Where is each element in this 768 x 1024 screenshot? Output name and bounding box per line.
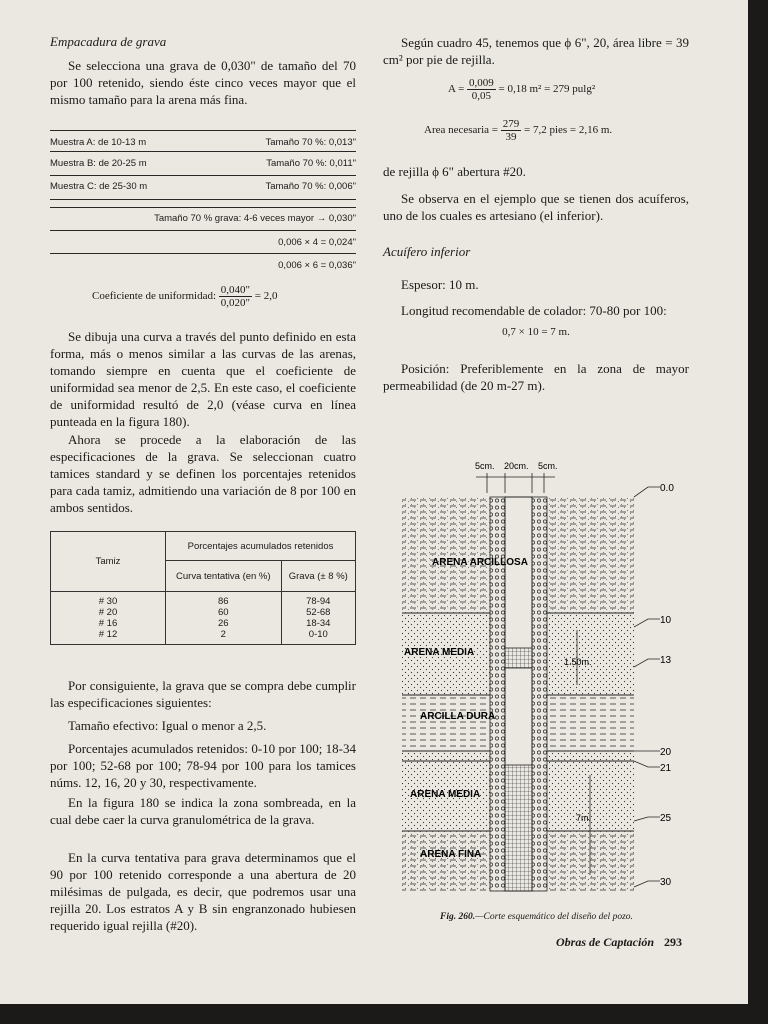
fraction (501, 118, 522, 143)
depth-label: 30 (660, 877, 672, 888)
curva-value: 86 (218, 596, 229, 607)
caption-fig: Fig. 260. (440, 912, 476, 922)
tamiz-value: # 16 (98, 618, 118, 629)
depth-label: 21 (660, 763, 672, 774)
grava-value: 0-10 (308, 629, 328, 640)
curva-value: 26 (218, 618, 229, 629)
paragraph: de rejilla ϕ 6" abertura #20. (383, 164, 526, 179)
paragraph: Se dibuja una curva a través del punto definido en esta forma, más o menos similar a las curvas de las arenas, tomando siempre en cuenta que el coeficiente de uniformidad sea menor de 2,5. En este caso, el coeficiente de uniformidad resultó de 2,0 (véase curva en línea punteada en la figura 180). (50, 329, 356, 429)
sample-row (50, 137, 356, 148)
sample-row (50, 181, 356, 192)
header-curva: Curva tentativa (en %) (166, 561, 282, 592)
calc-line: 0,006 × 6 = 0,036" (278, 260, 356, 271)
dim-label: 5cm. (475, 461, 495, 471)
footer-title: Obras de Captación (556, 935, 655, 949)
paragraph: En la figura 180 se indica la zona sombreada, en la cual debe caer la curva granulométrica de la grava. (50, 795, 356, 827)
paragraph: En la curva tentativa para grava determinamos que el 90 por 100 retenido corresponde a una abertura de 20 milésimas de pulgada, es decir, que podremos usar una rejilla 20. Los estratos A y B sin engranzonado hubiesen requerido igual rejilla (#20). (50, 850, 356, 933)
paragraph: Según cuadro 45, tenemos que ϕ 6", 20, área libre = 39 cm² por pie de rejilla. (383, 35, 689, 67)
calc-line: 0,006 × 4 = 0,024" (278, 237, 356, 248)
paragraph: Longitud recomendable de colador: 70-80 por 100: (401, 303, 667, 318)
sample-value: Tamaño 70 %: 0,013" (265, 137, 356, 148)
coef-result: = 2,0 (254, 290, 278, 303)
section-heading: Empacadura de grava (50, 34, 167, 49)
numerator: 0,040" (220, 284, 251, 296)
grava-cell (281, 592, 355, 645)
paragraph: Se selecciona una grava de 0,030" de tamaño del 70 por 100 retenido, siendo éste cinco veces mayor que el mismo tamaño para la arena más fina. (50, 58, 356, 107)
caption-text: —Corte esquemático del diseño del pozo. (475, 912, 633, 922)
sample-label: Muestra B: de 20-25 m (50, 158, 147, 169)
dim-label: 20cm. (504, 461, 529, 471)
depth-label: 20 (660, 747, 672, 758)
tamiz-value: # 20 (98, 607, 118, 618)
paragraph: Ahora se procede a la elaboración de las especificaciones de la grava. Se seleccionan cuatro tamices standard y se definen los porcentajes retenidos para cada tamiz, admitiendo una variación de 8 por 100 en ambos sentidos. (50, 432, 356, 515)
coef-label: Coeficiente de uniformidad: (92, 290, 217, 303)
sample-row (50, 158, 356, 169)
denominator: 0,05 (471, 90, 492, 102)
layer-label: ARCILLA DURA (420, 711, 496, 722)
eq-rhs: = 0,18 m² = 279 pulg² (498, 83, 596, 96)
equation-needed-area (424, 118, 612, 143)
tamiz-value: # 30 (98, 596, 118, 607)
tamiz-value: # 12 (98, 629, 118, 640)
dim-7: 7m. (576, 813, 592, 823)
dim-label: 5cm. (538, 461, 558, 471)
depth-label: 10 (660, 615, 672, 626)
eq-rhs: = 7,2 pies = 2,16 m. (524, 124, 613, 137)
paragraph: Por consiguiente, la grava que se compra debe cumplir las especificaciones siguientes: (50, 678, 356, 710)
paragraph: Se observa en el ejemplo que se tienen dos acuíferos, uno de los cuales es artesiano (el inferior). (383, 191, 689, 223)
uniformity-coefficient (92, 284, 277, 309)
layer-label: ARENA MEDIA (410, 789, 481, 800)
sample-value: Tamaño 70 %: 0,011" (266, 158, 356, 169)
length-calc: 0,7 × 10 = 7 m. (502, 326, 570, 338)
depth-label: 0.0 (660, 483, 674, 494)
depth-label: 13 (660, 655, 672, 666)
section-heading: Acuífero inferior (383, 244, 471, 259)
calc-line: Tamaño 70 % grava: 4-6 veces mayor → 0,030" (154, 213, 356, 224)
curva-value: 60 (218, 607, 229, 618)
grava-value: 78-94 (306, 596, 331, 607)
upper-screen (505, 648, 532, 668)
well-design-diagram (380, 455, 700, 905)
gravel-pack-right (532, 497, 547, 891)
curva-cell (166, 592, 282, 645)
header-tamiz: Tamiz (51, 532, 166, 592)
layer-label: ARENA MEDIA (404, 647, 475, 658)
fraction (219, 284, 252, 309)
depth-label: 25 (660, 813, 672, 824)
paragraph: Tamaño efectivo: Igual o menor a 2,5. (68, 718, 267, 733)
layer-label: ARENA FINA (420, 849, 482, 860)
sample-value: Tamaño 70 %: 0,006" (265, 181, 356, 192)
grava-value: 52-68 (306, 607, 331, 618)
tamiz-cell (51, 592, 166, 645)
curva-value: 2 (220, 629, 226, 640)
eq-lhs: Area necesaria = (424, 124, 498, 137)
denominator: 0,020" (220, 297, 251, 309)
header-grava: Grava (± 8 %) (281, 561, 355, 592)
grading-table (50, 531, 356, 645)
eq-lhs: A = (448, 83, 465, 96)
grava-value: 18-34 (306, 618, 331, 629)
layer-label: ARENA ARCILLOSA (432, 557, 528, 568)
header-group: Porcentajes acumulados retenidos (166, 532, 356, 561)
dim-150: 1.50m. (564, 657, 592, 667)
paragraph: Espesor: 10 m. (401, 277, 479, 292)
sample-label: Muestra C: de 25-30 m (50, 181, 148, 192)
paragraph: Porcentajes acumulados retenidos: 0-10 por 100; 18-34 por 100; 52-68 por 100; 78-94 por 100 para los tamices núms. 12, 16, 20 y 30, respectivamente. (50, 741, 356, 790)
page-number: 293 (664, 935, 682, 949)
lower-screen (505, 765, 532, 891)
numerator: 279 (502, 118, 520, 130)
denominator: 39 (505, 131, 517, 143)
numerator: 0,009 (469, 77, 494, 89)
sample-label: Muestra A: de 10-13 m (50, 137, 147, 148)
equation-area (448, 77, 595, 102)
paragraph: Posición: Preferiblemente en la zona de mayor permeabilidad (de 20 m-27 m). (383, 361, 689, 393)
figure-caption (440, 912, 633, 922)
fraction (467, 77, 496, 102)
